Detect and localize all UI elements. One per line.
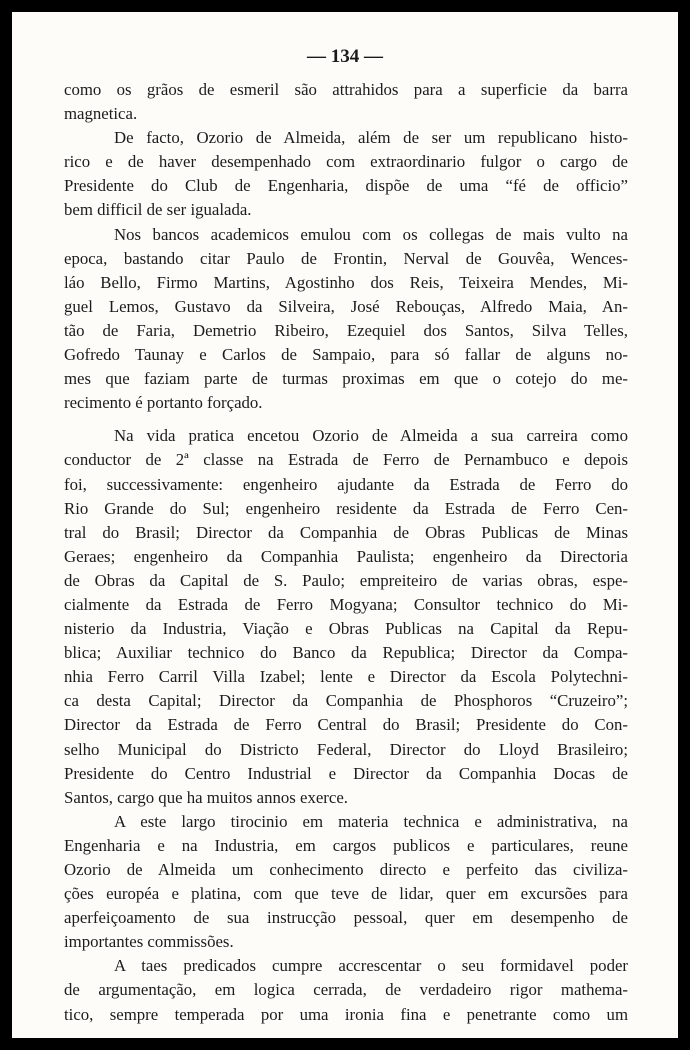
text-line: láo Bello, Firmo Martins, Agostinho dos Reis, Teixeira Mendes, Mi- [64, 272, 628, 292]
page-number: — 134 — [307, 46, 383, 67]
text-line: ções européa e platina, com que teve de lidar, quer em excursões para [64, 884, 628, 904]
body-text [64, 78, 628, 1027]
text-line: nhia Ferro Carril Villa Izabel; lente e Director da Escola Polytechni- [64, 667, 628, 687]
text-line: cialmente da Estrada de Ferro Mogyana; Consultor technico do Mi- [64, 594, 628, 614]
text-line: A taes predicados cumpre accrescentar o seu formidavel poder [114, 956, 628, 976]
text-line: como os grãos de esmeril são attrahidos para a superficie da barra [64, 80, 628, 99]
text-line: Presidente do Centro Industrial e Director da Companhia Docas de [64, 763, 628, 783]
text-line: aperfeiçoamento de sua instrucção pessoal, quer em desempenho de [64, 908, 628, 928]
text-line: tão de Faria, Demetrio Ribeiro, Ezequiel dos Santos, Silva Telles, [64, 320, 628, 340]
text-line: conductor de 2ª classe na Estrada de Ferro de Pernambuco e depois [64, 450, 628, 470]
text-line: Engenharia e na Industria, em cargos publicos e particulares, reune [64, 835, 628, 855]
text-line: foi, successivamente: engenheiro ajudante da Estrada de Ferro do [64, 474, 628, 494]
text-line: selho Municipal do Districto Federal, Director do Lloyd Brasileiro; [64, 739, 628, 759]
text-line: Nos bancos academicos emulou com os collegas de mais vulto na [114, 224, 628, 244]
text-line: de Obras da Capital de S. Paulo; empreiteiro de varias obras, espe- [64, 570, 628, 590]
text-line: guel Lemos, Gustavo da Silveira, José Rebouças, Alfredo Maia, An- [64, 296, 628, 316]
text-line: De facto, Ozorio de Almeida, além de ser um republicano histo- [114, 128, 628, 148]
text-line: Director da Estrada de Ferro Central do Brasil; Presidente do Con- [64, 715, 628, 735]
paragraph-gap [64, 415, 628, 424]
book-page [12, 12, 678, 1038]
text-line: tral do Brasil; Director da Companhia de Obras Publicas de Minas [64, 522, 628, 542]
text-line: bem difficil de ser igualada. [64, 200, 252, 220]
text-line: blica; Auxiliar technico do Banco da Republica; Director da Compa- [64, 643, 628, 663]
text-line: Gofredo Taunay e Carlos de Sampaio, para só fallar de alguns no- [64, 345, 628, 365]
text-line: rico e de haver desempenhado com extraordinario fulgor o cargo de [64, 152, 628, 172]
text-line: Na vida pratica encetou Ozorio de Almeida a sua carreira como [114, 426, 628, 446]
text-line: Presidente do Club de Engenharia, dispõe de uma “fé de officio” [64, 176, 628, 196]
text-line: Santos, cargo que ha muitos annos exerce. [64, 787, 348, 807]
text-line: Ozorio de Almeida um conhecimento directo e perfeito das civiliza- [64, 860, 628, 879]
text-line: magnetica. [64, 104, 138, 124]
text-line: Rio Grande do Sul; engenheiro residente da Estrada de Ferro Cen- [64, 498, 628, 518]
text-line: epoca, bastando citar Paulo de Frontin, Nerval de Gouvêa, Wences- [64, 248, 628, 268]
text-line: mes que faziam parte de turmas proximas em que o cotejo do me- [64, 369, 628, 389]
text-line: recimento é portanto forçado. [64, 393, 263, 413]
text-line: ca desta Capital; Director da Companhia de Phosphoros “Cruzeiro”; [64, 691, 628, 711]
text-line: importantes commissões. [64, 932, 234, 952]
text-line: tico, sempre temperada por uma ironia fina e penetrante como um [64, 1004, 628, 1024]
text-line: A este largo tirocinio em materia technica e administrativa, na [114, 811, 628, 831]
text-line: nisterio da Industria, Viação e Obras Publicas na Capital da Repu- [64, 619, 628, 639]
text-line: de argumentação, em logica cerrada, de verdadeiro rigor mathema- [64, 980, 628, 1000]
text-line: Geraes; engenheiro da Companhia Paulista; engenheiro da Directoria [64, 546, 628, 566]
